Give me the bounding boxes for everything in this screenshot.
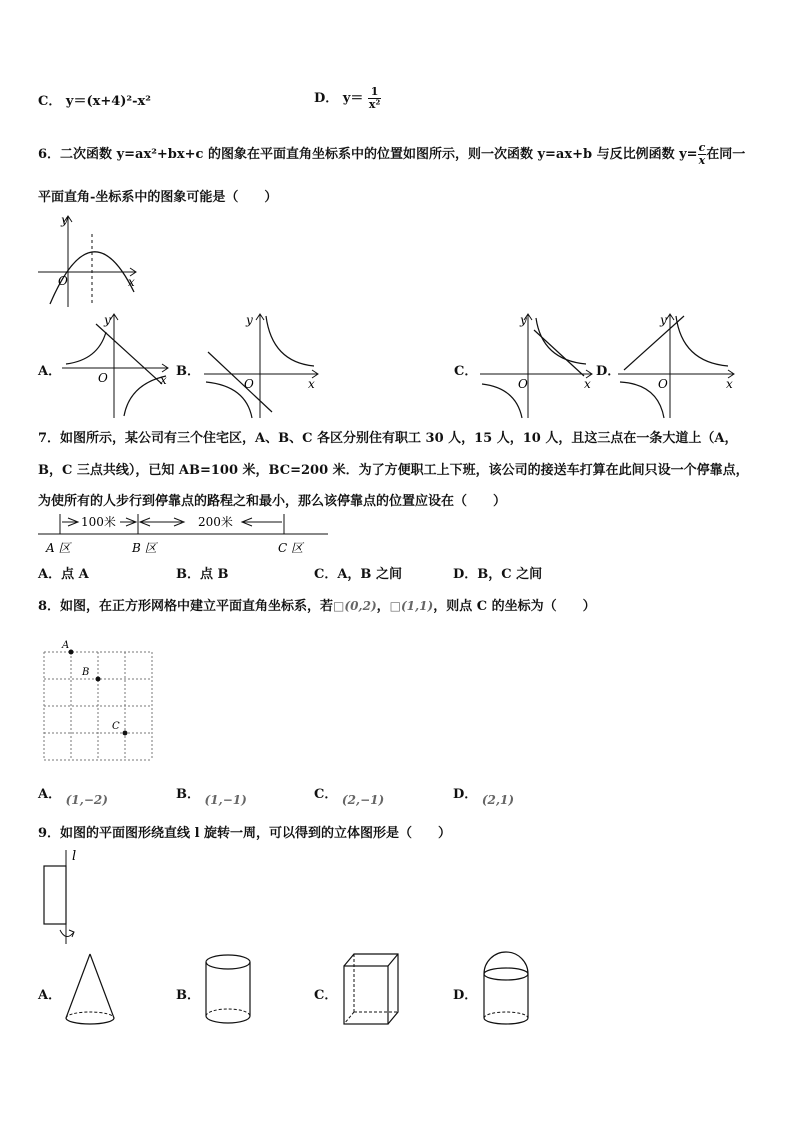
- q7-label-c: C 区: [278, 541, 303, 555]
- q8-option-c[interactable]: [314, 783, 385, 807]
- q8-stem: [38, 595, 596, 614]
- q6-x-label: x: [128, 275, 135, 289]
- q8-point-a: [69, 650, 74, 655]
- q6-option-a-graph[interactable]: [58, 312, 170, 420]
- q9-option-b-label[interactable]: B．: [176, 988, 200, 1003]
- q8-coord-a: □(0,2): [333, 599, 377, 613]
- q8-option-a-label: A．: [38, 787, 62, 802]
- q5-option-c-label: C．: [38, 94, 62, 109]
- q6-fraction-denominator: x: [698, 154, 706, 167]
- q6-option-b-graph[interactable]: [200, 312, 320, 420]
- q7-option-d[interactable]: D．B，C 之间: [453, 567, 543, 582]
- q5-option-d[interactable]: [314, 86, 381, 111]
- q6b-origin-label: O: [244, 377, 254, 391]
- q5-fraction-denominator: x²: [368, 98, 381, 111]
- q6-stem-part2: 在同一: [706, 147, 746, 162]
- q8-option-b-value: (1,−1): [204, 793, 247, 807]
- q9-stem: 9．如图的平面图形绕直线 l 旋转一周，可以得到的立体图形是（ ）: [38, 826, 452, 841]
- q8-option-a[interactable]: [38, 783, 108, 807]
- q5-fraction-numerator: 1: [368, 86, 381, 99]
- q6-option-a-label[interactable]: A．: [38, 364, 62, 379]
- q5-option-d-label: D．: [314, 91, 339, 106]
- q6-origin-label: O: [58, 274, 68, 288]
- q7-stem-line1: 7．如图所示，某公司有三个住宅区，A、B、C 各区分别住有职工 30 人，15 人，10 人，且这三点在一条大道上（A，: [38, 431, 738, 446]
- q8-option-c-label: C．: [314, 787, 338, 802]
- q9-option-b-cylinder[interactable]: [200, 948, 256, 1028]
- q9-option-d-capsule[interactable]: [476, 948, 536, 1030]
- q6a-y-label: y: [104, 313, 111, 327]
- q6-option-d-graph[interactable]: [614, 312, 736, 420]
- q6-option-d-label[interactable]: D．: [596, 364, 621, 379]
- q8-point-b: [96, 677, 101, 682]
- q9-option-d-label[interactable]: D．: [453, 988, 478, 1003]
- q6-stem-part1: 6．二次函数 y=ax²+bx+c 的图象在平面直角坐标系中的位置如图所示，则一次函数 y=ax+b 与反比例函数 y=: [38, 147, 698, 162]
- q9-option-c-box[interactable]: [338, 950, 404, 1030]
- q7-stem-line2: B，C 三点共线），已知 AB=100 米，BC=200 米．为了方便职工上下班，该公司的接送车打算在此间只设一个停靠点，: [38, 463, 749, 478]
- q8-label-c: C: [112, 721, 120, 732]
- q6c-origin-label: O: [518, 377, 528, 391]
- q9-axis-label: l: [72, 849, 77, 864]
- q6c-x-label: x: [584, 377, 591, 391]
- q5-option-d-fraction: [368, 86, 381, 111]
- q6-option-c-graph[interactable]: [476, 312, 594, 420]
- q6-fraction-numerator: c: [698, 141, 706, 154]
- q7-option-a[interactable]: A．点 A: [38, 567, 89, 582]
- q7-distance-bc: 200米: [198, 515, 233, 529]
- q5-option-c-text: y＝(x+4)²-x²: [65, 94, 151, 109]
- q8-option-d[interactable]: [453, 783, 515, 807]
- q9-plane-figure: [36, 846, 86, 946]
- q8-label-b: B: [82, 667, 90, 678]
- q6a-x-label: x: [160, 373, 167, 387]
- q8-separator: ，: [376, 599, 390, 614]
- q6b-y-label: y: [246, 313, 253, 327]
- q6-option-b-label[interactable]: B．: [176, 364, 200, 379]
- q8-option-b-label: B．: [176, 787, 200, 802]
- q8-stem-part2: ，则点 C 的坐标为（ ）: [433, 599, 596, 614]
- q9-option-a-label[interactable]: A．: [38, 988, 62, 1003]
- q6-stem-fraction: [698, 142, 707, 167]
- q7-label-a: A 区: [46, 541, 71, 555]
- q5-option-d-text: y＝: [342, 91, 364, 106]
- q6-option-c-label[interactable]: C．: [454, 364, 478, 379]
- q8-option-b[interactable]: [176, 783, 247, 807]
- q5-option-c[interactable]: [38, 90, 151, 109]
- q7-distance-ab: 100米: [81, 515, 116, 529]
- q7-option-b[interactable]: B．点 B: [176, 567, 229, 582]
- q7-stem-line3: 为使所有的人步行到停靠点的路程之和最小，那么该停靠点的位置应设在（ ）: [38, 494, 507, 509]
- q8-option-d-value: (2,1): [481, 793, 515, 807]
- q8-option-d-label: D．: [453, 787, 478, 802]
- q7-road-figure: [38, 510, 330, 560]
- q6b-x-label: x: [308, 377, 315, 391]
- q6-stem-line1: [38, 142, 745, 167]
- q6-stem-line2: 平面直角-坐标系中的图象可能是（ ）: [38, 190, 278, 205]
- q9-option-c-label[interactable]: C．: [314, 988, 338, 1003]
- q8-option-a-value: (1,−2): [65, 793, 108, 807]
- q8-option-c-value: (2,−1): [341, 793, 385, 807]
- q6d-origin-label: O: [658, 377, 668, 391]
- q6d-y-label: y: [660, 313, 667, 327]
- q9-rectangle: [44, 866, 66, 924]
- q8-stem-part1: 8．如图，在正方形网格中建立平面直角坐标系，若: [38, 599, 334, 614]
- q8-grid-figure: [36, 636, 156, 764]
- q7-option-c[interactable]: C．A，B 之间: [314, 567, 402, 582]
- q7-label-b: B 区: [132, 541, 157, 555]
- q8-grid-lines: [44, 652, 152, 760]
- q6-y-label: y: [61, 213, 68, 227]
- q8-point-c: [123, 731, 128, 736]
- q6a-origin-label: O: [98, 371, 108, 385]
- q6-parabola-figure: [36, 212, 140, 308]
- q6d-x-label: x: [726, 377, 733, 391]
- q6c-y-label: y: [520, 313, 527, 327]
- q9-option-a-cone[interactable]: [60, 948, 120, 1028]
- q8-label-a: A: [62, 640, 70, 651]
- q8-coord-b: □(1,1): [389, 599, 434, 613]
